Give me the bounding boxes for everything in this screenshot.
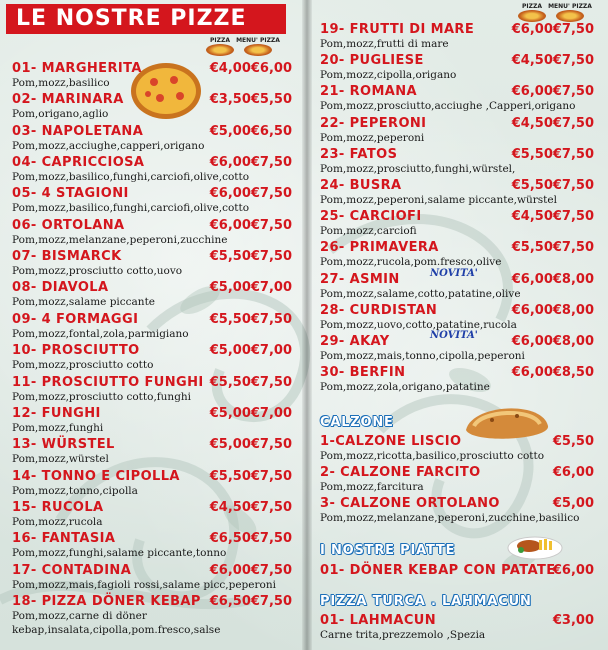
pizza-caption: PIZZA xyxy=(210,37,230,44)
item-ingredients: Pom,mozz,würstel xyxy=(12,453,109,466)
item-ingredients: Pom,mozz,salame,cotto,patatine,olive xyxy=(320,287,521,300)
item-name: 16- FANTASIA xyxy=(12,531,116,547)
item-ingredients: Pom,mozz,ricotta,basilico,prosciutto cotto xyxy=(320,450,545,462)
item-price: €6,00€8,00 xyxy=(511,334,594,349)
item-price: €3,50€5,50 xyxy=(209,92,292,108)
item-price: €6,00€7,50 xyxy=(511,22,594,37)
novita-badge: NOVITA' xyxy=(430,330,478,341)
menu-item xyxy=(312,209,608,239)
menu-pizza-icon xyxy=(244,44,272,56)
menu-item xyxy=(0,312,302,342)
item-name: 08- DIAVOLA xyxy=(12,280,109,296)
item-price: €4,50€7,50 xyxy=(209,499,292,515)
menu-pizza-price-icon-right xyxy=(548,3,592,23)
menu-item xyxy=(312,365,608,395)
menu-item xyxy=(312,434,608,464)
item-ingredients: Pom,mozz,melanzane,peperoni,zucchine,basilico xyxy=(320,512,580,524)
item-ingredients: Pom,mozz,frutti di mare xyxy=(320,38,449,50)
item-ingredients: Pom,origano,aglio xyxy=(12,108,109,121)
menu-item xyxy=(312,496,608,526)
item-ingredients: Pom,mozz,carne di döner xyxy=(12,609,147,622)
item-ingredients: Pom,mozz,mais,fagioli rossi,salame picc,peperoni xyxy=(12,578,276,591)
item-name: 28- CURDISTAN xyxy=(320,302,438,318)
item-ingredients: Pom,mozz,uovo,cotto,patatine,rucola xyxy=(320,318,517,331)
menu-item xyxy=(0,406,302,436)
item-price: €5,50€7,50 xyxy=(209,249,292,265)
menu-item xyxy=(312,84,608,114)
item-name: 06- ORTOLANA xyxy=(12,217,125,233)
menu-item xyxy=(312,147,608,177)
item-ingredients-continued: kebap,insalata,cipolla,pom.fresco,salse xyxy=(12,623,221,636)
item-price: €5,50€7,50 xyxy=(511,178,594,193)
menu-item xyxy=(312,303,608,333)
item-ingredients: Pom,mozz,peperoni,salame piccante,würstel xyxy=(320,194,557,206)
item-ingredients: Pom,mozz,funghi,salame piccante,tonno xyxy=(12,547,227,560)
item-ingredients: Carne trita,prezzemolo ,Spezia xyxy=(320,629,486,641)
item-name: 11- PROSCIUTTO FUNGHI xyxy=(12,374,204,390)
item-name: 10- PROSCIUTTO xyxy=(12,343,140,359)
item-name: 05- 4 STAGIONI xyxy=(12,186,129,202)
item-price: €6,00 xyxy=(552,465,594,480)
item-price: €5,00 xyxy=(552,496,594,511)
pizza-icon xyxy=(206,44,234,56)
item-ingredients: Pom,mozz,peperoni xyxy=(320,131,425,144)
kebab-plate-icon xyxy=(507,530,563,560)
pizza-price-icon xyxy=(203,37,237,57)
page-title: LE NOSTRE PIZZE xyxy=(6,4,286,34)
menu-pizza-icon xyxy=(556,10,584,22)
item-ingredients: Pom,mozz,farcitura xyxy=(320,481,424,493)
menu-item xyxy=(0,186,302,216)
item-name: 18- PIZZA DÖNER KEBAP xyxy=(12,593,201,609)
item-ingredients: Pom,mozz,melanzane,peperoni,zucchine xyxy=(12,233,228,246)
menu-item xyxy=(0,469,302,499)
menu-item xyxy=(312,116,608,146)
item-price: €5,50€7,50 xyxy=(511,240,594,256)
menu-item xyxy=(312,53,608,83)
item-price: €6,00€8,00 xyxy=(511,302,594,318)
item-name: 29- AKAY xyxy=(320,334,390,349)
menu-item xyxy=(0,218,302,248)
item-name: 19- FRUTTI DI MARE xyxy=(320,22,475,37)
menu-item xyxy=(312,178,608,208)
item-name: 01- DÖNER KEBAP CON PATATE xyxy=(320,563,556,578)
item-price: €5,50€7,50 xyxy=(511,146,594,162)
menu-item xyxy=(312,240,608,270)
item-ingredients: Pom,mozz,funghi xyxy=(12,421,104,434)
item-name: 1-CALZONE LISCIO xyxy=(320,434,462,449)
item-price: €6,00€7,50 xyxy=(209,155,292,171)
item-ingredients: Pom,mozz,basilico,funghi,carciofi,olive,cotto xyxy=(12,171,250,184)
item-price: €6,00€8,00 xyxy=(511,271,594,287)
menu-item xyxy=(0,563,302,593)
item-name: 12- FUNGHI xyxy=(12,405,101,421)
menu-item xyxy=(0,61,302,91)
item-price: €6,50€7,50 xyxy=(209,593,292,609)
item-ingredients: Pom,mozz,fontal,zola,parmigiano xyxy=(12,327,189,340)
item-price: €3,00 xyxy=(552,613,594,628)
item-ingredients: Pom,mozz,prosciutto cotto,funghi xyxy=(12,390,192,403)
item-price: €5,00€7,00 xyxy=(209,405,292,421)
item-ingredients: Pom,mozz,salame piccante xyxy=(12,296,156,309)
item-price: €6,00€7,50 xyxy=(209,186,292,202)
item-price: €5,00€7,00 xyxy=(209,280,292,296)
item-price: €5,00€6,50 xyxy=(209,123,292,139)
item-name: 01- MARGHERITA xyxy=(12,61,142,76)
menu-item xyxy=(0,437,302,467)
item-name: 23- FATOS xyxy=(320,146,398,162)
item-ingredients: Pom,mozz,zola,origano,patatine xyxy=(320,381,490,394)
item-price: €5,00€7,50 xyxy=(209,437,292,453)
item-name: 02- MARINARA xyxy=(12,92,124,108)
menu-item xyxy=(0,280,302,310)
item-ingredients: Pom,mozz,basilico xyxy=(12,77,110,89)
item-price: €5,50 xyxy=(552,434,594,449)
pizza-caption-right: PIZZA xyxy=(522,3,542,10)
page-fold xyxy=(302,0,312,650)
item-ingredients: Pom,mozz,prosciutto,funghi,würstel, xyxy=(320,162,516,175)
item-name: 22- PEPERONI xyxy=(320,115,427,131)
item-name: 09- 4 FORMAGGI xyxy=(12,311,139,327)
menu-item xyxy=(0,593,302,636)
menu-item xyxy=(0,155,302,185)
menu-pizza-price-icon xyxy=(236,37,280,57)
item-name: 20- PUGLIESE xyxy=(320,53,424,69)
item-ingredients: Pom,mozz,mais,tonno,cipolla,peperoni xyxy=(320,350,525,362)
novita-badge: NOVITA' xyxy=(430,267,478,279)
menu-pizza-caption: MENU' PIZZA xyxy=(236,37,280,44)
item-name: 30- BERFIN xyxy=(320,365,406,381)
item-name: 21- ROMANA xyxy=(320,84,418,100)
item-price: €4,50€7,50 xyxy=(511,115,594,131)
menu-item xyxy=(0,249,302,279)
menu-item xyxy=(312,613,608,643)
item-name: 2- CALZONE FARCITO xyxy=(320,465,481,480)
item-ingredients: Pom,mozz,carciofi xyxy=(320,225,417,238)
pizza-price-icon-right xyxy=(515,3,549,23)
menu-item xyxy=(0,343,302,373)
item-ingredients: Pom,mozz,prosciutto,acciughe ,Capperi,origano xyxy=(320,100,576,113)
item-price: €6,00€8,50 xyxy=(511,365,594,381)
item-price: €6,00€7,50 xyxy=(209,217,292,233)
menu-item xyxy=(312,465,608,495)
item-ingredients: Pom,mozz,tonno,cipolla xyxy=(12,484,138,497)
menu-item xyxy=(312,563,608,593)
item-name: 25- CARCIOFI xyxy=(320,209,422,225)
item-ingredients: Pom,mozz,rucola xyxy=(12,515,103,528)
item-price: €4,50€7,50 xyxy=(511,209,594,225)
menu-item xyxy=(0,375,302,405)
item-name: 14- TONNO E CIPOLLA xyxy=(12,468,180,484)
item-price: €5,50€7,50 xyxy=(209,374,292,390)
item-price: €6,50€7,50 xyxy=(209,531,292,547)
menu-item xyxy=(312,330,608,364)
menu-item xyxy=(0,531,302,561)
item-name: 26- PRIMAVERA xyxy=(320,240,439,256)
item-name: 07- BISMARCK xyxy=(12,249,122,265)
item-ingredients: Pom,mozz,prosciutto cotto,uovo xyxy=(12,265,183,278)
price-header-right xyxy=(515,3,592,23)
menu-item xyxy=(312,267,608,302)
item-name: 17- CONTADINA xyxy=(12,562,132,578)
item-name: 24- BUSRA xyxy=(320,178,402,193)
section-piatti-title: I NOSTRE PIATTE xyxy=(320,543,456,558)
menu-item xyxy=(0,124,302,154)
item-price: €5,50€7,50 xyxy=(209,468,292,484)
menu-item xyxy=(0,500,302,530)
item-price: €6,00 xyxy=(552,563,594,578)
item-name: 3- CALZONE ORTOLANO xyxy=(320,496,500,511)
section-turca-title: PIZZA TURCA . LAHMACUN xyxy=(320,594,532,609)
item-ingredients: Pom,mozz,cipolla,origano xyxy=(320,69,457,82)
menu-item xyxy=(0,92,302,122)
pizza-icon xyxy=(518,10,546,22)
item-ingredients: Pom,mozz,rucola,pom.fresco,olive xyxy=(320,256,502,269)
item-price: €5,00€7,00 xyxy=(209,343,292,359)
item-price: €4,00€6,00 xyxy=(209,61,292,76)
item-price: €4,50€7,50 xyxy=(511,53,594,69)
price-header-left xyxy=(203,37,280,57)
item-name: 04- CAPRICCIOSA xyxy=(12,155,145,171)
section-calzone-title: CALZONE xyxy=(320,415,394,430)
item-name: 27- ASMIN xyxy=(320,271,400,287)
item-ingredients: Pom,mozz,acciughe,capperi,origano xyxy=(12,139,205,152)
item-price: €6,00€7,50 xyxy=(209,562,292,578)
item-name: 01- LAHMACUN xyxy=(320,613,437,628)
item-price: €6,00€7,50 xyxy=(511,84,594,100)
item-ingredients: Pom,mozz,basilico,funghi,carciofi,olive,cotto xyxy=(12,202,250,215)
item-name: 13- WÜRSTEL xyxy=(12,437,115,453)
item-price: €5,50€7,50 xyxy=(209,311,292,327)
menu-pizza-caption-right: MENU' PIZZA xyxy=(548,3,592,10)
item-name: 15- RUCOLA xyxy=(12,499,104,515)
menu-item xyxy=(312,22,608,52)
item-name: 03- NAPOLETANA xyxy=(12,123,144,139)
item-ingredients: Pom,mozz,prosciutto cotto xyxy=(12,359,154,372)
